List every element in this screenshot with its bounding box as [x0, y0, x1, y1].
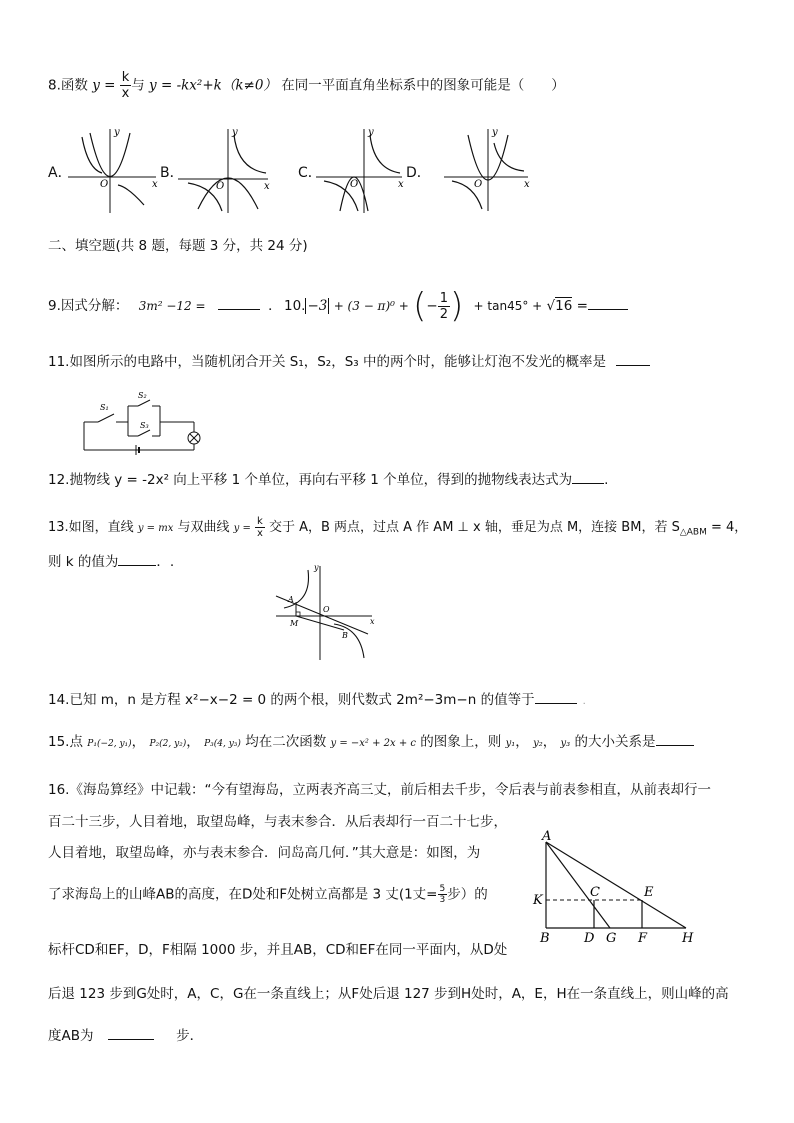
axis-label-x: x — [264, 181, 270, 192]
q13-sub: △ABM — [679, 527, 707, 538]
q15-y3: y₃ — [560, 738, 571, 749]
q10-paren-group — [413, 288, 463, 324]
q16-line6: 后退 123 步到G处时，A，C，G在一条直线上；从F处后退 127 步到H处时，A，E，H在一条直线上，则山峰的高 — [48, 986, 729, 1002]
q15-mid: 均在二次函数 — [245, 734, 327, 750]
axis-label-y: y — [492, 127, 498, 138]
left-paren: ( — [413, 286, 427, 326]
label-a: A — [288, 595, 294, 604]
label-a: A — [542, 829, 552, 844]
line-ah — [546, 842, 686, 928]
q8-frac-den: x — [121, 86, 130, 101]
q12-line — [48, 470, 608, 490]
q16-line3: 人目着地，取望岛峰，亦与表末参合．问岛高几何．”其大意是：如图，为 — [48, 845, 481, 861]
q8-graph-a — [68, 125, 168, 215]
q10-fraction — [438, 291, 450, 322]
q13-answer-blank[interactable] — [118, 553, 156, 566]
label-y: y — [314, 563, 319, 572]
q15-comma: ， — [131, 734, 146, 750]
q16-line7-a: 度AB为 — [48, 1028, 94, 1044]
q13-c: 与双曲线 — [177, 520, 230, 535]
q8-option-b-label: B． — [160, 165, 184, 181]
q13-frac-den: x — [256, 528, 263, 539]
q15-answer-blank[interactable] — [656, 733, 694, 746]
q10-frac-den: 2 — [439, 306, 448, 322]
q8-option-c-label: C． — [298, 165, 322, 181]
q9-answer-blank[interactable] — [218, 297, 260, 310]
q10-abs-value: −3 — [307, 298, 328, 314]
line-ag — [546, 842, 610, 928]
label-o: O — [323, 605, 330, 614]
q10-tail: + tan45° + — [473, 299, 543, 313]
sqrt-icon: √ — [546, 298, 556, 314]
q13-line1 — [48, 516, 747, 543]
q11-circuit-diagram — [84, 391, 214, 458]
q10-abs — [305, 298, 329, 314]
origin-label: O — [350, 179, 359, 190]
q16-line1: 16.《海岛算经》中记载：“今有望海岛，立两表齐高三丈，前后相去千步，令后表与前表参相直，从前表却行一 — [48, 782, 711, 798]
q12-end: . — [604, 472, 609, 488]
label-h: H — [682, 931, 694, 946]
axis-label-x: x — [524, 179, 530, 190]
q15-mid2: 的图象上，则 — [420, 734, 502, 750]
hyperbola-branch — [370, 135, 400, 173]
q9-end: ． — [268, 298, 282, 314]
q10-eq: = — [576, 298, 588, 314]
q8-option-a-label: A． — [48, 165, 72, 181]
hyperbola-branch — [118, 185, 144, 205]
axis-label-x: x — [152, 179, 158, 190]
q15-y1: y₁ — [505, 738, 516, 749]
q15-p2: P₂(2, y₂) — [149, 739, 187, 749]
q16-line4 — [48, 884, 488, 905]
q16-figure — [532, 830, 712, 950]
q16-line4-b: 步）的 — [447, 886, 488, 903]
q15-comma: ， — [542, 734, 557, 750]
q8-prefix: 函数 — [60, 77, 88, 94]
q8-y-eq: y = — [92, 77, 116, 94]
q14-line — [48, 690, 586, 712]
q15-label: 15.点 — [48, 734, 83, 750]
q15-line — [48, 732, 694, 754]
q13-a: 13.如图，直线 — [48, 520, 134, 535]
axis-label-y: y — [368, 127, 374, 138]
q15-function: y = −x² + 2x + c — [330, 738, 416, 749]
origin-label: O — [100, 179, 109, 190]
q11-text: 11.如图所示的电路中，当随机闭合开关 S₁，S₂，S₃ 中的两个时，能够让灯泡不发光的概率是 — [48, 354, 606, 370]
label-k: K — [533, 893, 543, 908]
q13-frac-num: k — [257, 516, 263, 527]
q8-suffix: 在同一平面直角坐标系中的图象可能是（ ） — [281, 77, 565, 94]
q8-graph-c — [316, 125, 416, 215]
origin-label: O — [216, 181, 225, 192]
label-b: B — [540, 931, 550, 946]
label-b: B — [342, 631, 348, 640]
q16-frac-num: 5 — [439, 884, 446, 894]
q11-line — [48, 352, 650, 372]
q16-line5: 标杆CD和EF，D，F相隔 1000 步，并且AB，CD和EF在同一平面内，从D处 — [48, 942, 508, 958]
q15-p3: P₃(4, y₃) — [204, 739, 241, 749]
label-x: x — [370, 617, 375, 626]
switch-s3 — [138, 430, 150, 436]
q16-fraction — [438, 884, 448, 905]
label-g: G — [606, 931, 617, 946]
label-e: E — [644, 885, 654, 900]
q13-e: 交于 A，B 两点，过点 A 作 AM ⊥ x 轴，垂足为点 M，连接 BM，若 S — [268, 520, 680, 535]
q9-label: 9.因式分解： — [48, 298, 129, 314]
q8-number: 8. — [48, 77, 61, 94]
q9-line — [48, 296, 282, 316]
q16-line4-a: 了求海岛上的山峰AB的高度，在D处和F处树立高都是 3 丈(1丈= — [48, 886, 438, 903]
q10-label: 10. — [284, 298, 306, 314]
q8-mid: 与 — [131, 77, 145, 94]
q8-fraction — [120, 70, 132, 101]
label-d: D — [584, 931, 595, 946]
q11-answer-blank[interactable] — [616, 353, 650, 366]
switch-s2 — [138, 400, 150, 406]
q8-graph-b — [178, 125, 278, 215]
label-m: M — [290, 619, 299, 628]
q14-answer-blank[interactable] — [535, 691, 577, 704]
q13-line2 — [48, 552, 174, 572]
q10-sqrt-arg: 16 — [555, 298, 573, 314]
q8-expr2: y = -kx²+k（k≠0） — [149, 77, 277, 94]
switch-label-s3: S₃ — [140, 421, 149, 430]
q15-y2: y₂ — [533, 738, 543, 749]
q8-frac-num: k — [121, 70, 130, 85]
q13-line-eq: y = mx — [137, 523, 174, 534]
label-f: F — [638, 931, 648, 946]
q13-line2-end: ．. — [156, 554, 175, 570]
q8-option-d-label: D． — [406, 165, 431, 181]
q9-expr: 3m² −12 = — [138, 299, 206, 313]
q10-plus1: + (3 − π)⁰ + — [333, 299, 409, 313]
q16-frac-den: 3 — [439, 895, 446, 905]
switch-s1 — [98, 414, 114, 422]
q13-hyperbola-lhs: y = — [233, 523, 251, 534]
q13-fraction — [255, 516, 265, 539]
q12-answer-blank[interactable] — [572, 471, 604, 484]
q8-stem — [48, 70, 565, 101]
q10-answer-blank[interactable] — [588, 297, 628, 310]
q13-f: = 4， — [711, 520, 748, 535]
q13-figure — [272, 562, 382, 662]
hyperbola-branch — [334, 624, 364, 658]
q15-end: 的大小关系是 — [574, 734, 656, 750]
right-paren: ) — [449, 286, 464, 326]
q12-text: 12.抛物线 y = -2x² 向上平移 1 个单位，再向右平移 1 个单位，得到的抛物线表达式为 — [48, 472, 573, 488]
q14-text: 14.已知 m，n 是方程 x²−x−2 = 0 的两个根，则代数式 2m²−3m−n 的值等于 — [48, 692, 535, 708]
switch-label-s1: S₁ — [100, 403, 109, 412]
right-angle-mark — [296, 612, 300, 616]
q10-line — [284, 288, 628, 324]
q15-p1: P₁(−2, y₁) — [87, 739, 132, 749]
hyperbola-branch — [234, 135, 266, 173]
q15-comma: ， — [186, 734, 200, 750]
switch-label-s2: S₂ — [138, 391, 147, 400]
q8-graph-d — [444, 125, 544, 215]
q14-end: . — [582, 696, 586, 707]
q10-frac-num: 1 — [439, 290, 448, 306]
axis-label-y: y — [114, 127, 120, 138]
axis-label-y: y — [232, 127, 238, 138]
label-c: C — [590, 885, 600, 900]
q10-frac-sign: − — [426, 298, 438, 314]
q16-line7 — [48, 1026, 203, 1046]
section-heading: 二、填空题(共 8 题，每题 3 分，共 24 分) — [48, 238, 308, 254]
q16-line2: 百二十三步，人目着地，取望岛峰，与表末参合．从后表却行一百二十七步， — [48, 814, 507, 830]
axis-label-x: x — [398, 179, 404, 190]
q16-line7-b: 步． — [176, 1028, 204, 1044]
q15-comma: ， — [515, 734, 529, 750]
q13-line2-text: 则 k 的值为 — [48, 554, 119, 570]
origin-label: O — [474, 179, 483, 190]
q16-answer-blank[interactable] — [108, 1027, 154, 1040]
